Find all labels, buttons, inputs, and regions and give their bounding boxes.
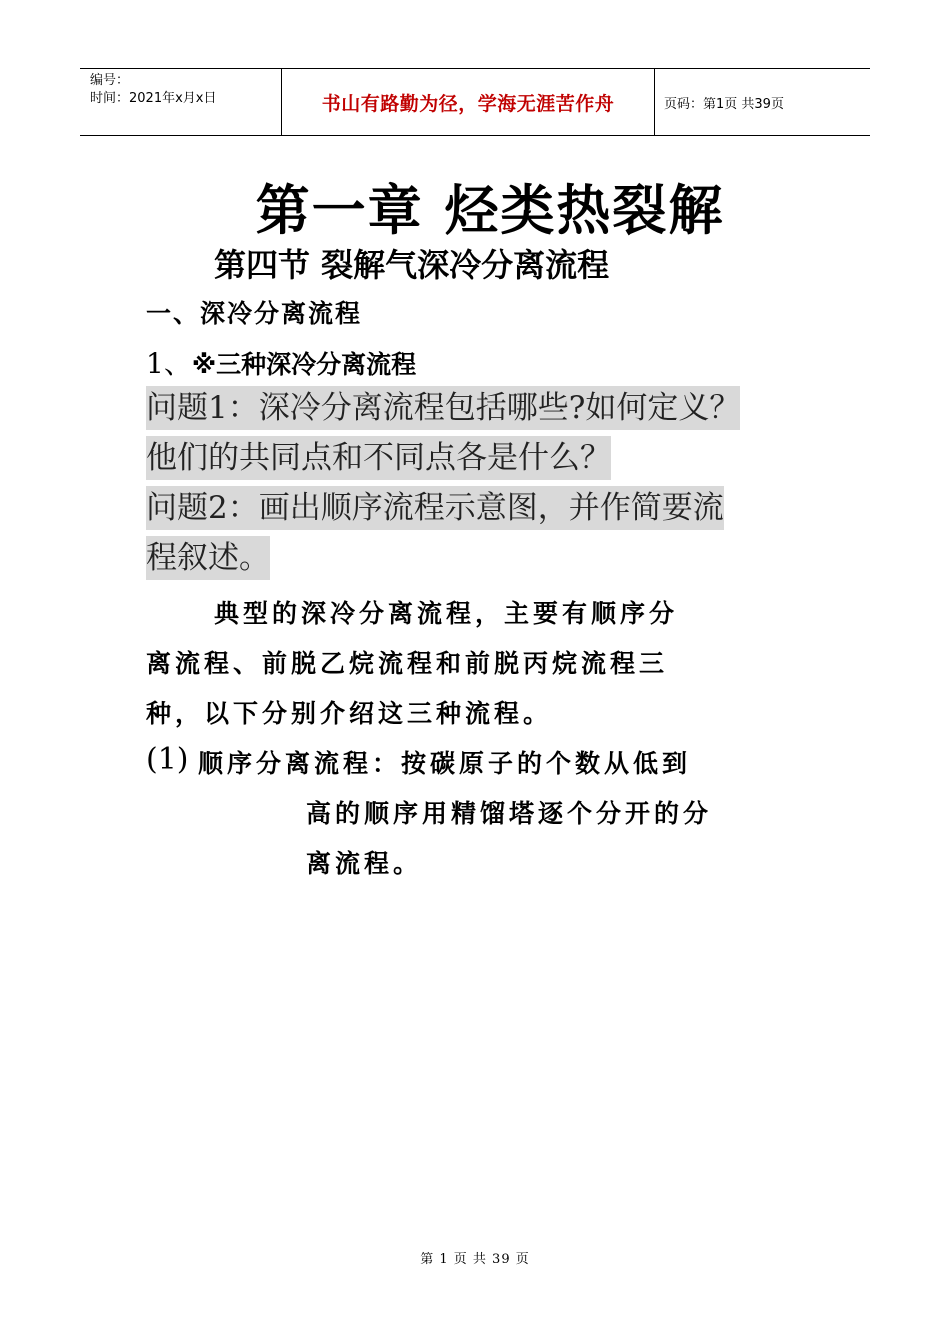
- question-line: 问题1：深冷分离流程包括哪些?如何定义？: [146, 386, 740, 430]
- heading-level-2: [146, 342, 416, 382]
- paragraph-line: 典型的深冷分离流程，主要有顺序分: [214, 599, 679, 628]
- item-number: (1): [146, 742, 189, 777]
- paragraph-line: 离流程、前脱乙烷流程和前脱丙烷流程三: [146, 649, 669, 678]
- chapter-title: 第一章 烃类热裂解: [255, 179, 725, 242]
- question-line: 程叙述。: [146, 536, 270, 580]
- question-line: 他们的共同点和不同点各是什么？: [146, 436, 611, 480]
- item-line: 顺序分离流程：按碳原子的个数从低到: [198, 749, 692, 778]
- heading-level-2-text: ※三种深冷分离流程: [191, 350, 417, 379]
- heading-level-1: 一、深冷分离流程: [146, 299, 363, 328]
- header-motto: 书山有路勤为径，学海无涯苦作舟: [321, 92, 615, 115]
- document-header: [80, 68, 870, 136]
- item-line: 高的顺序用精馏塔逐个分开的分: [306, 799, 713, 828]
- header-page-info: 页码：第1页 共39页: [664, 96, 784, 112]
- paragraph-line: 种，以下分别介绍这三种流程。: [146, 699, 553, 728]
- header-meta-cell: [80, 69, 282, 135]
- page-footer: 第 1 页 共 39 页: [420, 1252, 530, 1267]
- header-page-cell: [655, 69, 870, 135]
- header-time-label: 时间：2021年x月x日: [90, 91, 217, 106]
- section-title: 第四节 裂解气深冷分离流程: [214, 246, 610, 284]
- header-number-label: 编号：: [90, 73, 130, 88]
- question-line: 问题2：画出顺序流程示意图，并作简要流: [146, 486, 724, 530]
- heading-level-2-number: 1、: [146, 347, 192, 380]
- header-motto-cell: [282, 69, 655, 135]
- item-line: 离流程。: [306, 849, 423, 878]
